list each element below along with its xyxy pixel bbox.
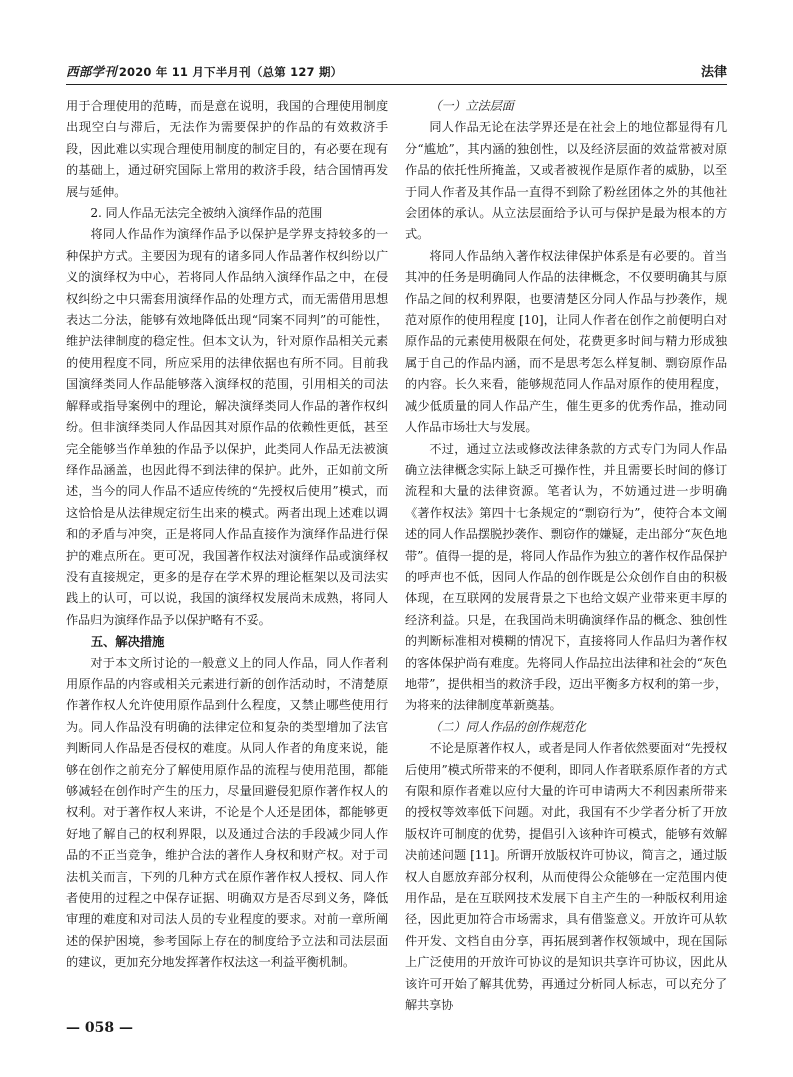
page-number: — 058 —: [66, 1020, 133, 1036]
journal-name: 西部学刊: [66, 64, 117, 79]
paragraph: 将同人作品作为演绎作品予以保护是学界支持较多的一种保护方式。主要因为现有的诸多同人作品著作权纠纷以广义的演绎权为中心，若将同人作品纳入演绎作品之中，在侵权纠纷之中只需套用演绎作品的处理方式，而无需借用思想表达二分法，能够有效地降低出现“同案不同判”的可能性，维护法律制度的稳定性。但本文认为，针对原作品相关元素的使用程度不同，所应采用的法律依据也有所不同。目前我国演绎类同人作品能够落入演绎权的范围，引用相关的司法解释或指导案例中的理论，解决演绎类同人作品的著作权纠纷。但非演绎类同人作品因其对原作品的依赖性更低，甚至完全能够当作单独的作品予以保护，此类同人作品无法被演绎作品涵盖，也因此得不到法律的保护。此外，正如前文所述，当今的同人作品不适应传统的“先授权后使用”模式，而这恰恰是从法律规定衍生出来的模式。两者出现上述难以调和的矛盾与冲突，正是将同人作品直接作为演绎作品进行保护的难点所在。更可况，我国著作权法对演绎作品或演绎权没有直接规定，更多的是存在学术界的理论框架以及司法实践上的认可，可以说，我国的演绎权发展尚未成熟，将同人作品归为演绎作品予以保护略有不妥。: [66, 227, 388, 627]
paragraph: 不论是原著作权人，或者是同人作者依然要面对“先授权后使用”模式所带来的不便利，即同人作者联系原作者的方式有限和原作者难以应付大量的许可申请两大不利因素所带来的授权等效率低下问题。对此，我国有不少学者分析了开放版权许可制度的优势，提倡引入该种许可模式，能够有效解决前述问题 [11]。所谓开放版权许可协议，简言之，通过版权人自愿放弃部分权利，从而使得公众能够在一定范围内使用作品，是在互联网技术发展下自主产生的一种版权利用途径，因此更加符合市场需求，具有借鉴意义。开放许可从软件开发、文档自由分享，再拓展到著作权领域中，现在国际上广泛使用的开放许可协议的是知识共享许可协议，因此从该许可开始了解其优势，再通过分析同人标志，可以充分了解共享协: [405, 741, 727, 1013]
issue-info: 2020 年 11 月下半月刊（总第 127 期）: [118, 65, 343, 79]
section-heading: 五、解决措施: [90, 634, 165, 650]
paragraph: 将同人作品纳入著作权法律保护体系是有必要的。首当其冲的任务是明确同人作品的法律概念，不仅要明确其与原作品之间的权利界限，也要清楚区分同人作品与抄袭作，规范对原作的使用程度 [10]，让同人作者在创作之前便明白对原作品的元素使用极限在何处，花费更多时间与精力形成独属于自己的作品内涵，而不是思考怎么样复制、剽窃原作品的内容。长久来看，能够规范同人作品对原作的使用程度，减少低质量的同人作品产生，催生更多的优秀作品，推动同人作品市场壮大与发展。: [405, 248, 727, 435]
right-column: [405, 96, 727, 1016]
running-header: [66, 60, 727, 85]
section-label: 法律: [700, 65, 727, 80]
left-column: [66, 96, 388, 1016]
paragraph: 用于合理使用的范畴，而是意在说明，我国的合理使用制度出现空白与滞后，无法作为需要保护的作品的有效救济手段，因此难以实现合理使用制度的制定目的，有必要在现有的基础上，通过研究国际上常用的救济手段，结合国情再发展与延伸。: [66, 99, 388, 199]
subsection-heading: （一）立法层面: [429, 99, 514, 113]
paragraph: 对于本文所讨论的一般意义上的同人作品，同人作者利用原作品的内容或相关元素进行新的创作活动时，不清楚原作著作权人允许使用原作品到什么程度，又禁止哪些使用行为。同人作品没有明确的法律定位和复杂的类型增加了法官判断同人作品是否侵权的难度。从同人作者的角度来说，能够在创作之前充分了解使用原作品的流程与使用范围，都能够减轻在创作时产生的压力，尽量回避侵犯原作著作权人的权利。对于著作权人来讲，不论是个人还是团体，都能够更好地了解自己的权利界限，以及通过合法的手段减少同人作品的不正当竞争，维护合法的著作人身权和财产权。对于司法机关而言，下列的几种方式在原作著作权人授权、同人作者使用的过程之中保存证据、明确双方是否尽到义务，降低审理的难度和对司法人员的专业程度的要求。对前一章所阐述的保护困境，参考国际上存在的制度给予立法和司法层面的建议，更加充分地发挥著作权法这一利益平衡机制。: [66, 655, 388, 970]
subsection-heading: 2. 同人作品无法完全被纳入演绎作品的范围: [90, 206, 323, 221]
paragraph: 同人作品无论在法学界还是在社会上的地位都显得有几分“尴尬”，其内涵的独创性，以及经济层面的效益常被对原作品的依托性所掩盖，又或者被视作是原作者的威胁，以至于同人作者及其作品一直得不到除了粉丝团体之外的其他社会团体的承认。从立法层面给予认可与保护是最为根本的方式。: [405, 120, 727, 242]
header-journal-issue: [66, 62, 342, 80]
subsection-heading: （二）同人作品的创作规范化: [429, 719, 586, 734]
paragraph: 不过，通过立法或修改法律条款的方式专门为同人作品确立法律概念实际上缺乏可操作性，并且需要长时间的修订流程和大量的法律资源。笔者认为，不妨通过进一步明确《著作权法》第四十七条规定的“剽窃行为”，使符合本文阐述的同人作品摆脱抄袭作、剽窃作的嫌疑，走出部分“灰色地带”。值得一提的是，将同人作品作为独立的著作权作品保护的呼声也不低，因同人作品的创作既是公众创作自由的积极体现，在互联网的发展背景之下也给文娱产业带来更丰厚的经济利益。只是，在我国尚未明确演绎作品的概念、独创性的判断标准相对模糊的情况下，直接将同人作品归为著作权的客体保护尚有难度。先将同人作品拉出法律和社会的“灰色地带”，提供相当的救济手段，迈出平衡多方权利的第一步，为将来的法律制度革新奠基。: [405, 441, 727, 713]
